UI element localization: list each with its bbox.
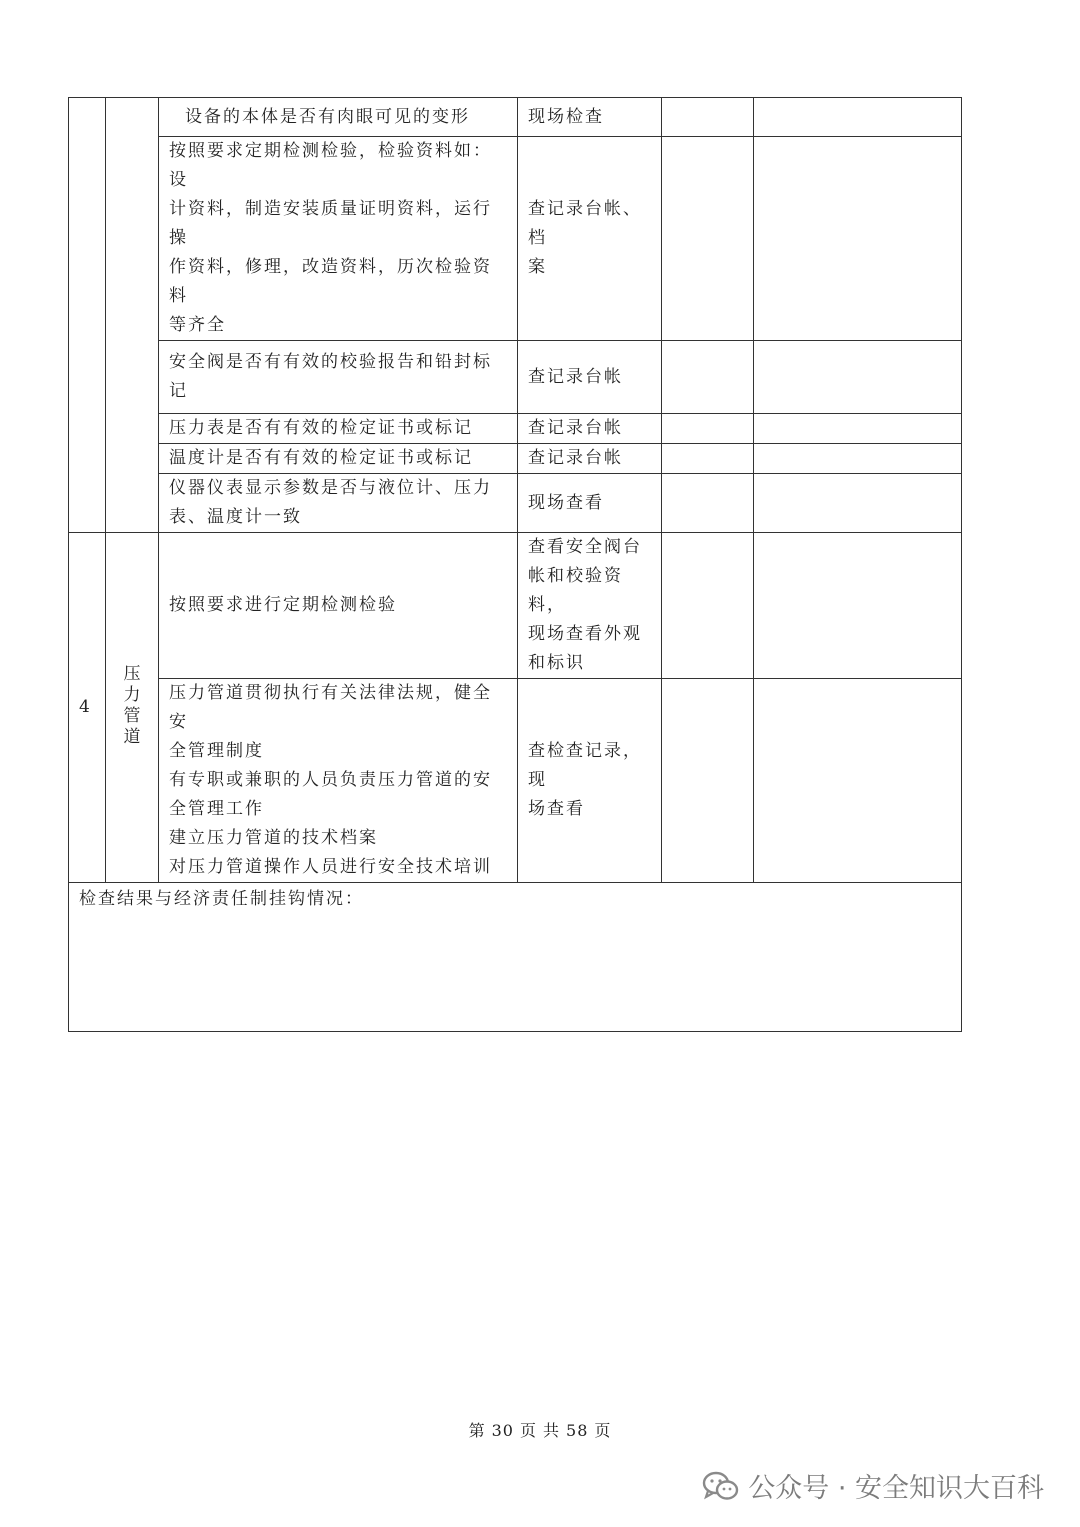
remark-cell	[754, 444, 962, 474]
check-item-cell	[159, 341, 518, 414]
check-method-cell	[518, 98, 662, 137]
result-cell	[662, 679, 754, 883]
cell-line: 按照要求进行定期检测检验	[169, 595, 397, 615]
check-method-cell	[518, 679, 662, 883]
number-cell	[69, 98, 106, 533]
cell-line: 查检查记录，现	[528, 741, 642, 790]
check-method-cell	[518, 137, 662, 341]
check-item-cell	[159, 474, 518, 533]
cell-line: 作资料，修理，改造资料，历次检验资料	[169, 257, 492, 306]
cell-line: 表、温度计一致	[169, 507, 302, 527]
table-row	[69, 444, 962, 474]
cell-line: 仪器仪表显示参数是否与液位计、压力	[169, 478, 492, 498]
remark-cell	[754, 341, 962, 414]
cell-line: 查记录台帐、档	[528, 199, 642, 248]
cell-line: 对压力管道操作人员进行安全技术培训	[169, 857, 492, 877]
check-method-cell	[518, 341, 662, 414]
page-footer	[0, 1418, 1080, 1441]
cell-line: 查记录台帐	[528, 366, 623, 387]
page-number: 30	[491, 1421, 514, 1440]
result-cell	[662, 444, 754, 474]
number-cell	[69, 533, 106, 883]
check-item-cell	[159, 414, 518, 444]
category-label: 压力管道	[123, 663, 141, 747]
table-row	[69, 679, 962, 883]
cell-line: 建立压力管道的技术档案	[169, 828, 378, 848]
cell-line: 压力管道贯彻执行有关法律法规，健全安	[169, 683, 492, 732]
item-number: 4	[79, 697, 92, 717]
check-item-cell	[159, 137, 518, 341]
cell-line: 现场查看外观	[528, 624, 642, 644]
footer-text: 页	[594, 1421, 612, 1440]
cell-line: 全管理制度	[169, 741, 264, 761]
watermark	[702, 1466, 1044, 1505]
check-item-cell	[159, 679, 518, 883]
cell-line: 查看安全阀台	[528, 537, 642, 557]
page-total: 58	[566, 1421, 589, 1440]
check-method-cell	[518, 444, 662, 474]
cell-line: 有专职或兼职的人员负责压力管道的安	[169, 770, 492, 790]
summary-row	[69, 883, 962, 1032]
summary-label: 检查结果与经济责任制挂钩情况：	[79, 889, 364, 909]
cell-line: 设备的本体是否有肉眼可见的变形	[185, 106, 470, 127]
cell-line: 和标识	[528, 653, 585, 673]
cell-line: 现场检查	[528, 106, 604, 127]
table-row	[69, 533, 962, 679]
cell-line: 等齐全	[169, 315, 226, 335]
cell-line: 案	[528, 257, 547, 277]
footer-text: 页	[519, 1421, 537, 1440]
inspection-table	[68, 97, 962, 1032]
footer-text: 第	[468, 1421, 486, 1440]
check-method-cell	[518, 414, 662, 444]
check-method-cell	[518, 533, 662, 679]
result-cell	[662, 341, 754, 414]
result-cell	[662, 98, 754, 137]
cell-line: 查记录台帐	[528, 448, 623, 468]
cell-line: 安全阀是否有有效的校验报告和铅封标	[169, 352, 492, 372]
table-row	[69, 474, 962, 533]
result-cell	[662, 137, 754, 341]
remark-cell	[754, 137, 962, 341]
check-item-cell	[159, 444, 518, 474]
cell-line: 记	[169, 381, 188, 401]
result-cell	[662, 474, 754, 533]
wechat-icon	[702, 1470, 740, 1502]
watermark-text: 公众号 · 安全知识大百科	[748, 1473, 1044, 1504]
remark-cell	[754, 474, 962, 533]
cell-line: 场查看	[528, 799, 585, 819]
summary-cell	[69, 883, 962, 1032]
cell-line: 帐和校验资料，	[528, 566, 623, 615]
table-row	[69, 341, 962, 414]
cell-line: 现场查看	[528, 492, 604, 513]
result-cell	[662, 533, 754, 679]
cell-line: 温度计是否有有效的检定证书或标记	[169, 448, 473, 468]
remark-cell	[754, 98, 962, 137]
footer-text: 共	[543, 1421, 561, 1440]
cell-line: 全管理工作	[169, 799, 264, 819]
cell-line: 压力表是否有有效的检定证书或标记	[169, 418, 473, 438]
cell-line: 查记录台帐	[528, 418, 623, 438]
remark-cell	[754, 533, 962, 679]
table-row	[69, 414, 962, 444]
check-method-cell	[518, 474, 662, 533]
check-item-cell	[159, 533, 518, 679]
check-item-cell	[159, 98, 518, 137]
cell-line: 按照要求定期检测检验，检验资料如：设	[169, 141, 492, 190]
result-cell	[662, 414, 754, 444]
remark-cell	[754, 679, 962, 883]
cell-line: 计资料，制造安装质量证明资料，运行操	[169, 199, 492, 248]
remark-cell	[754, 414, 962, 444]
table-row	[69, 98, 962, 137]
category-cell	[106, 533, 159, 883]
category-cell	[106, 98, 159, 533]
table-row	[69, 137, 962, 341]
